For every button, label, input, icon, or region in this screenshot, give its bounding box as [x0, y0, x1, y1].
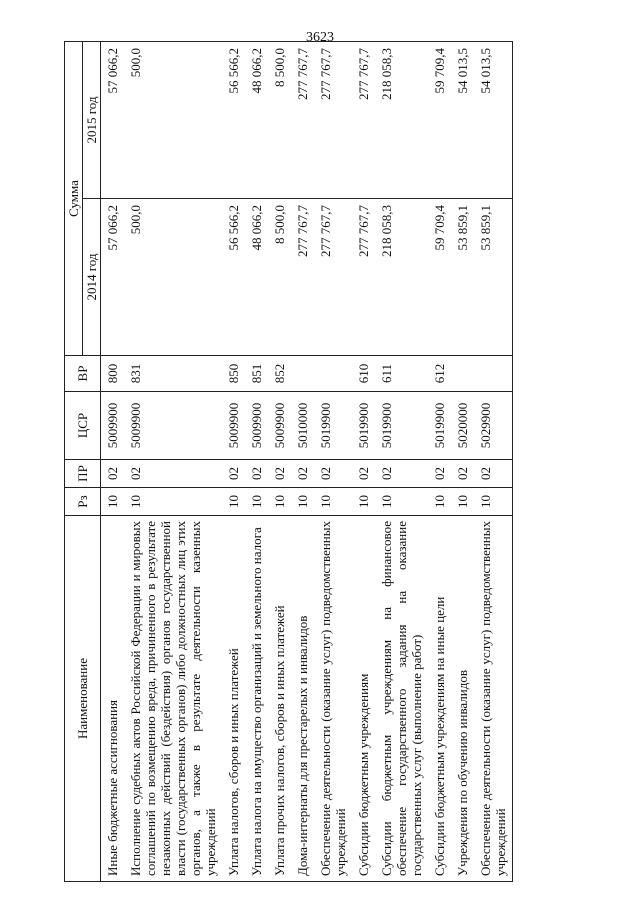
row-sum-2015: 56 566,2 — [222, 42, 245, 199]
header-name: Наименование — [65, 516, 101, 882]
row-csr: 5019900 — [428, 392, 451, 460]
row-pr: 02 — [474, 460, 513, 488]
row-rz: 10 — [474, 488, 513, 516]
row-vr: 611 — [375, 356, 428, 392]
row-sum-2015: 8 500,0 — [268, 42, 291, 199]
row-rz: 10 — [222, 488, 245, 516]
row-vr: 850 — [222, 356, 245, 392]
header-csr: ЦСР — [65, 392, 101, 460]
row-name: Уплата прочих налогов, сборов и иных платежей — [268, 516, 291, 882]
header-2015: 2015 год — [83, 42, 101, 199]
row-sum-2015: 57 066,2 — [101, 42, 125, 199]
table-row — [352, 42, 375, 882]
row-sum-2015: 500,0 — [124, 42, 222, 199]
header-vr: ВР — [65, 356, 101, 392]
table-row — [314, 42, 352, 882]
row-rz: 10 — [451, 488, 474, 516]
row-name: Уплата налога на имущество организаций и земельного налога — [245, 516, 268, 882]
row-sum-2015: 54 013,5 — [474, 42, 513, 199]
row-sum-2014: 500,0 — [124, 199, 222, 356]
budget-table — [64, 41, 513, 882]
table-row — [375, 42, 428, 882]
row-rz: 10 — [268, 488, 291, 516]
row-vr: 851 — [245, 356, 268, 392]
row-sum-2014: 277 767,7 — [291, 199, 314, 356]
row-vr: 852 — [268, 356, 291, 392]
row-csr: 5009900 — [268, 392, 291, 460]
row-pr: 02 — [352, 460, 375, 488]
row-sum-2014: 53 859,1 — [451, 199, 474, 356]
row-csr: 5009900 — [245, 392, 268, 460]
row-sum-2014: 59 709,4 — [428, 199, 451, 356]
row-vr — [451, 356, 474, 392]
row-name: Уплата налогов, сборов и иных платежей — [222, 516, 245, 882]
row-rz: 10 — [101, 488, 125, 516]
row-name: Учреждения по обучению инвалидов — [451, 516, 474, 882]
row-name: Субсидии бюджетным учреждениям на финансовое обеспечение государственного задания на оказание государственных услуг (выполнение работ) — [375, 516, 428, 882]
row-sum-2014: 53 859,1 — [474, 199, 513, 356]
page-number: 3623 — [306, 30, 334, 45]
row-name: Дома-интернаты для престарелых и инвалидов — [291, 516, 314, 882]
header-sum: Сумма — [65, 42, 83, 356]
row-csr: 5009900 — [222, 392, 245, 460]
row-rz: 10 — [375, 488, 428, 516]
row-pr: 02 — [451, 460, 474, 488]
row-csr: 5019900 — [352, 392, 375, 460]
row-vr: 610 — [352, 356, 375, 392]
row-name: Обеспечение деятельности (оказание услуг) подведомственных учреждений — [474, 516, 513, 882]
row-vr: 612 — [428, 356, 451, 392]
table-row — [451, 42, 474, 882]
row-vr — [314, 356, 352, 392]
row-sum-2014: 277 767,7 — [352, 199, 375, 356]
row-sum-2015: 277 767,7 — [291, 42, 314, 199]
row-rz: 10 — [314, 488, 352, 516]
table-row — [222, 42, 245, 882]
row-name: Иные бюджетные ассигнования — [101, 516, 125, 882]
row-rz: 10 — [352, 488, 375, 516]
row-name: Субсидии бюджетным учреждениям на иные цели — [428, 516, 451, 882]
row-vr: 800 — [101, 356, 125, 392]
row-pr: 02 — [245, 460, 268, 488]
row-sum-2015: 218 058,3 — [375, 42, 428, 199]
row-pr: 02 — [101, 460, 125, 488]
row-vr — [291, 356, 314, 392]
row-vr — [474, 356, 513, 392]
row-name: Обеспечение деятельности (оказание услуг) подведомственных учреждений — [314, 516, 352, 882]
row-pr: 02 — [222, 460, 245, 488]
row-pr: 02 — [375, 460, 428, 488]
row-csr: 5019900 — [314, 392, 352, 460]
row-csr: 5009900 — [101, 392, 125, 460]
row-sum-2015: 48 066,2 — [245, 42, 268, 199]
budget-page — [64, 42, 592, 882]
table-row — [101, 42, 125, 882]
row-sum-2014: 48 066,2 — [245, 199, 268, 356]
row-sum-2015: 277 767,7 — [352, 42, 375, 199]
row-name: Субсидии бюджетным учреждениям — [352, 516, 375, 882]
row-name: Исполнение судебных актов Российской Федерации и мировых соглашений по возмещению вреда, причиненного в результате незаконных действий (бездействия) органов государственной власти (государственных органов) либо должностных лиц этих органов, а также в результате деятельности казенных учреждений — [124, 516, 222, 882]
table-row — [291, 42, 314, 882]
row-sum-2014: 277 767,7 — [314, 199, 352, 356]
row-rz: 10 — [124, 488, 222, 516]
row-sum-2014: 56 566,2 — [222, 199, 245, 356]
row-pr: 02 — [124, 460, 222, 488]
row-sum-2015: 54 013,5 — [451, 42, 474, 199]
row-pr: 02 — [268, 460, 291, 488]
row-pr: 02 — [428, 460, 451, 488]
header-2014: 2014 год — [83, 199, 101, 356]
table-row — [428, 42, 451, 882]
row-sum-2014: 218 058,3 — [375, 199, 428, 356]
row-pr: 02 — [314, 460, 352, 488]
header-rz: Рз — [65, 488, 101, 516]
row-rz: 10 — [428, 488, 451, 516]
row-vr: 831 — [124, 356, 222, 392]
row-sum-2014: 8 500,0 — [268, 199, 291, 356]
row-csr: 5029900 — [474, 392, 513, 460]
row-csr: 5009900 — [124, 392, 222, 460]
row-csr: 5019900 — [375, 392, 428, 460]
row-rz: 10 — [291, 488, 314, 516]
table-header — [65, 42, 101, 882]
table-row — [124, 42, 222, 882]
row-rz: 10 — [245, 488, 268, 516]
row-sum-2015: 277 767,7 — [314, 42, 352, 199]
row-csr: 5020000 — [451, 392, 474, 460]
row-pr: 02 — [291, 460, 314, 488]
table-row — [268, 42, 291, 882]
row-csr: 5010000 — [291, 392, 314, 460]
row-sum-2015: 59 709,4 — [428, 42, 451, 199]
table-row — [245, 42, 268, 882]
row-sum-2014: 57 066,2 — [101, 199, 125, 356]
header-pr: ПР — [65, 460, 101, 488]
table-row — [474, 42, 513, 882]
